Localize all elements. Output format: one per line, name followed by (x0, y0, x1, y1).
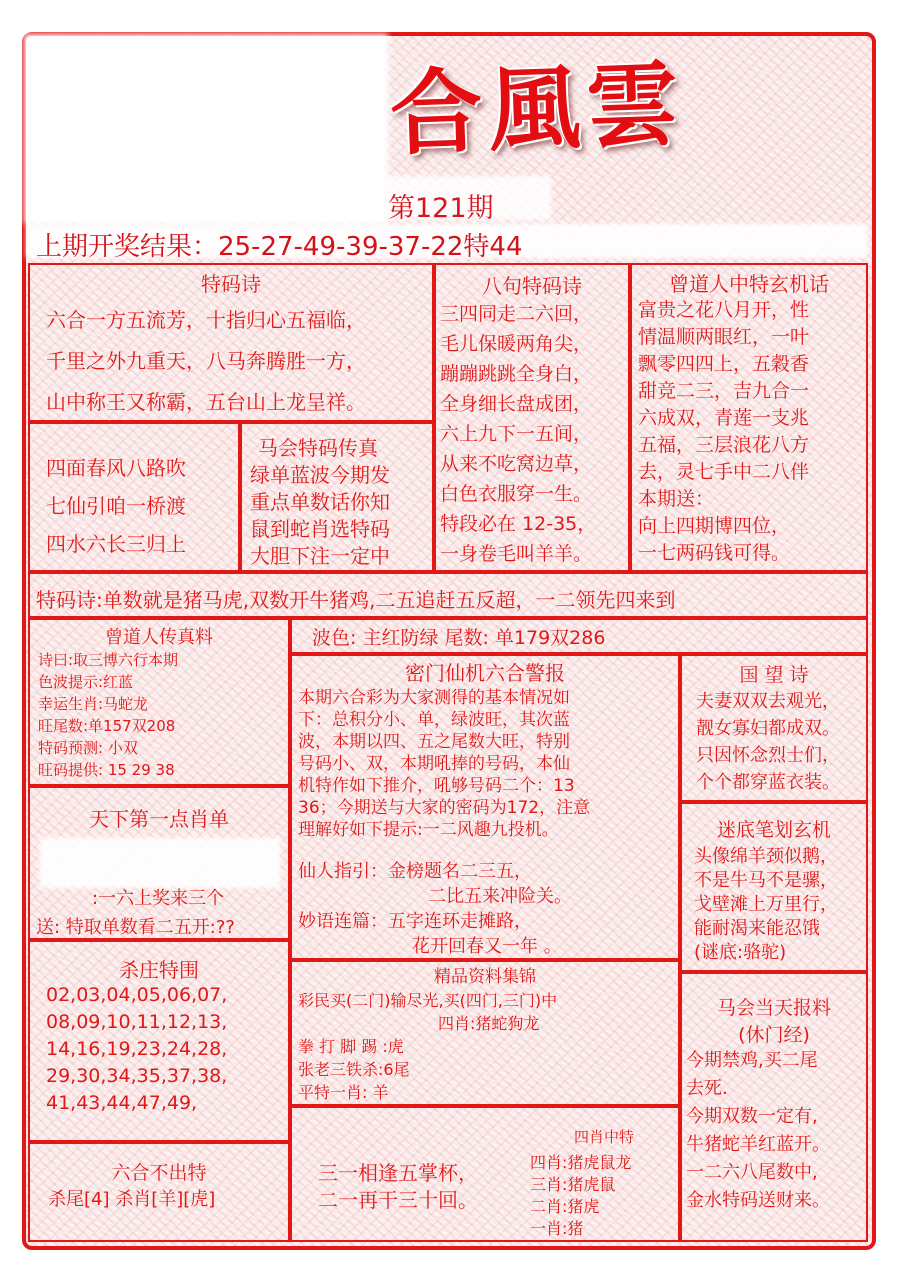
liuhe-bu-line: 杀尾[4] 杀肖[羊][虎] (48, 1189, 216, 1210)
zeng-xuanji-line-4: 甜竞二三，吉九合一 (638, 380, 810, 402)
midi-line-5: (谜底:骆驼) (694, 942, 787, 963)
secret-line-1: 本期六合彩为大家测得的基本情况如 (298, 688, 570, 708)
secret-line-2: 下：总积分小、单，绿波旺，其次蓝 (298, 710, 570, 730)
sixiao-line-1: 四肖:猪虎鼠龙 (530, 1153, 632, 1172)
secret-title: 密门仙机六合警报 (405, 661, 565, 685)
poem-small-line-1: 四面春风八路吹 (46, 456, 186, 480)
zeng-fax-line-5: 特码预测: 小双 (38, 739, 138, 757)
guowang-title: 国 望 诗 (739, 664, 809, 686)
tianxia-line-1: :一六上奖来三个 (92, 888, 225, 909)
wave-text: 波色: 主红防绿 尾数: 单179双286 (312, 627, 606, 649)
eight-lines-line-9: 一身卷毛叫羊羊。 (440, 543, 593, 565)
zeng-xuanji-line-3: 飘零四四上，五穀香 (638, 353, 810, 375)
zeng-fax-line-2: 色波提示:红蓝 (38, 673, 134, 691)
shazhuang-line-4: 29,30,34,35,37,38, (46, 1065, 228, 1087)
zeng-fax-line-6: 旺码提供: 15 29 38 (38, 761, 175, 779)
mahui-today-title: 马会当天报料 (716, 997, 831, 1019)
poem1-line-2: 千里之外九重天，八马奔腾胜一方， (46, 349, 366, 373)
mahui-today-line-1: 今期禁鸡,买二尾 (686, 1050, 818, 1071)
zeng-xuanji-line-5: 六成双，青莲一支兆 (638, 407, 810, 429)
sixiao-line-4: 一肖:猪 (530, 1219, 584, 1238)
zeng-xuanji-title: 曾道人中特玄机话 (669, 272, 829, 296)
eight-lines-line-8: 特段必在 12-35， (440, 513, 597, 535)
secret-line-7: 理解好如下提示:一二风趣九投机。 (298, 820, 559, 840)
redacted-tianxia (40, 838, 280, 888)
jingpin-title: 精品资料集锦 (434, 967, 536, 987)
mahui-fax-line-4: 大胆下注一定中 (250, 544, 390, 568)
midi-line-1: 头像绵羊颈似鹅， (694, 846, 838, 867)
redacted-logo-area (24, 34, 388, 224)
zeng-xuanji-line-9: 向上四期博四位， (638, 515, 791, 537)
mahui-today-line-4: 牛猪蛇羊红蓝开。 (686, 1134, 830, 1155)
guowang-line-1: 夫妻双双去观光， (696, 691, 840, 712)
eight-lines-line-6: 从来不吃窝边草， (440, 453, 593, 475)
secret-line-9: 二比五来冲险关。 (428, 886, 572, 907)
mahui-fax-line-2: 重点单数话你知 (250, 490, 390, 514)
sixiao-line-2: 三肖:猪虎鼠 (530, 1175, 616, 1194)
poem1-line-3: 山中称王又称霸，五台山上龙呈祥。 (46, 390, 366, 414)
jingpin-line-1: 彩民买(二门)输尽光,买(四门,三门)中 (298, 991, 558, 1010)
jingpin-line-5: 平特一肖: 羊 (298, 1083, 389, 1102)
shazhuang-line-1: 02,03,04,05,06,07, (46, 984, 228, 1006)
shazhuang-title: 杀庄特围 (119, 958, 199, 982)
poem-small-line-2: 七仙引咱一桥渡 (46, 494, 186, 518)
sanyi-line-1: 三一相逢五掌杯， (318, 1161, 478, 1185)
mahui-today-line-6: 金水特码送财来。 (686, 1190, 830, 1211)
guowang-line-2: 靓女寡妇都成双。 (696, 718, 840, 739)
last-draw-result: 上期开奖结果：25-27-49-39-37-22特44 (36, 232, 523, 262)
poem1-line-1: 六合一方五流芳，十指归心五福临， (46, 308, 366, 332)
eight-lines-line-5: 六上九下一五间， (440, 423, 593, 445)
liuhe-bu-title: 六合不出特 (111, 1162, 207, 1184)
mahui-today-line-2: 去死. (686, 1078, 728, 1099)
midi-line-2: 不是牛马不是骡， (694, 870, 838, 891)
tianxia-title: 天下第一点肖单 (89, 807, 229, 831)
masthead-title: 合風雲 (388, 49, 687, 169)
mahui-today-line-3: 今期双数一定有, (686, 1106, 818, 1127)
midi-title: 迷底笔划玄机 (716, 819, 831, 841)
issue-number: 第121期 (388, 193, 494, 224)
zeng-xuanji-line-6: 五福，三层浪花八方 (638, 434, 810, 456)
secret-line-10: 妙语连篇：五字连环走摊路， (298, 911, 532, 932)
secret-line-4: 号码小、双，本期吼捧的号码，本仙 (298, 754, 570, 774)
jingpin-line-2: 四肖:猪蛇狗龙 (438, 1014, 540, 1033)
sixiao-title: 四肖中特 (574, 1128, 635, 1146)
secret-line-11: 花开回春又一年 。 (412, 936, 562, 957)
eight-lines-line-4: 全身细长盘成团， (440, 393, 593, 415)
mahui-fax-title: 马会特码传真 (258, 436, 378, 460)
shazhuang-line-2: 08,09,10,11,12,13, (46, 1011, 228, 1033)
zeng-xuanji-line-2: 情温顺两眼红，一叶 (638, 326, 810, 348)
eight-lines-line-7: 白色衣服穿一生。 (440, 483, 593, 505)
poem1-title: 特码诗 (201, 272, 261, 296)
secret-line-8: 仙人指引：金榜题名二三五， (298, 861, 532, 882)
guowang-line-3: 只因怀念烈士们， (696, 745, 840, 766)
midi-line-4: 能耐渴来能忍饿 (694, 918, 820, 939)
zeng-xuanji-line-7: 去，灵七手中二八伴 (638, 461, 810, 483)
shazhuang-line-3: 14,16,19,23,24,28, (46, 1038, 228, 1060)
shazhuang-line-5: 41,43,44,47,49, (46, 1092, 198, 1114)
secret-line-3: 波，本期以四、五之尾数大旺，特别 (298, 732, 570, 752)
sixiao-line-3: 二肖:猪虎 (530, 1197, 600, 1216)
jingpin-line-3: 拳 打 脚 踢 :虎 (298, 1037, 404, 1056)
zeng-xuanji-line-1: 富贵之花八月开，性 (638, 299, 810, 321)
eight-lines-title: 八句特码诗 (482, 274, 582, 298)
zeng-xuanji-line-10: 一七两码钱可得。 (638, 542, 791, 564)
zeng-fax-line-4: 旺尾数:单157双208 (38, 717, 176, 735)
secret-line-5: 机特作如下推介，吼够号码二个：13 (298, 776, 575, 796)
eight-lines-line-1: 三四同走二六回， (440, 303, 593, 325)
zeng-fax-line-3: 幸运生肖:马蛇龙 (38, 695, 149, 713)
midi-line-3: 戈壁滩上万里行， (694, 894, 838, 915)
zeng-fax-title: 曾道人传真料 (105, 627, 213, 648)
banner-poem: 特码诗:单数就是猪马虎,双数开牛猪鸡,二五追赶五反超，一二领先四来到 (36, 588, 676, 612)
mahui-fax-line-1: 绿单蓝波今期发 (250, 463, 390, 487)
secret-line-6: 36；今期送与大家的密码为172，注意 (298, 798, 591, 818)
guowang-line-4: 个个都穿蓝衣装。 (696, 772, 840, 793)
eight-lines-line-2: 毛儿保暖两角尖， (440, 333, 593, 355)
zeng-fax-line-1: 诗曰:取三博六行本期 (38, 651, 179, 669)
mahui-fax-line-3: 鼠到蛇肖选特码 (250, 517, 390, 541)
mahui-today-subtitle: (休门经) (738, 1024, 810, 1046)
jingpin-line-4: 张老三铁杀:6尾 (298, 1060, 410, 1079)
zeng-xuanji-line-8: 本期送： (638, 488, 715, 510)
poem-small-line-3: 四水六长三归上 (46, 532, 186, 556)
mahui-today-line-5: 一二六八尾数中, (686, 1162, 818, 1183)
eight-lines-line-3: 蹦蹦跳跳全身白， (440, 363, 593, 385)
tianxia-line-2: 送: 特取单数看二五开:?? (36, 917, 235, 938)
sanyi-line-2: 二一再干三十回。 (318, 1188, 478, 1212)
